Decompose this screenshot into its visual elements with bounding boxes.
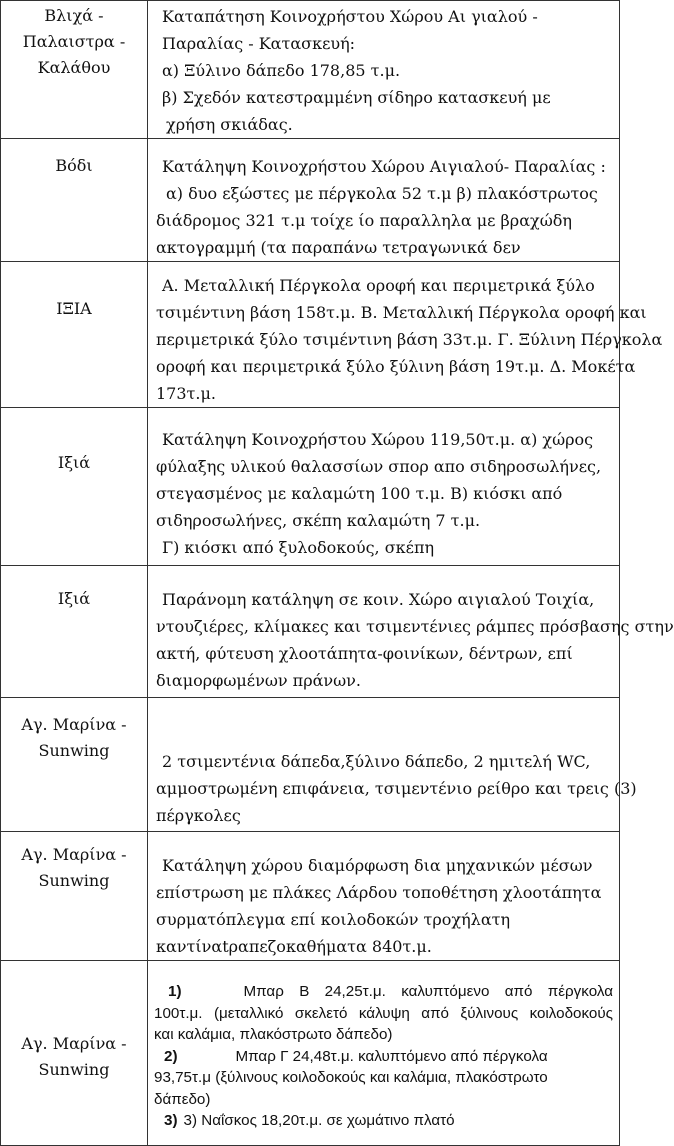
description-line: διαμορφωμένων πράνων.	[156, 671, 361, 690]
description-line: επίστρωση με πλάκες Λάρδου τοποθέτηση χλοοτάπητα	[156, 883, 602, 902]
table-row	[1, 262, 620, 408]
description-line: αμμοστρωμένη επιφάνεια, τσιμεντένιο ρείθρο και τρεις (3)	[156, 779, 637, 798]
description-line: συρματόπλεγμα επί κοιλοδοκών τροχήλατη	[156, 910, 511, 929]
location-line: Βόδι	[55, 156, 93, 175]
description-line: ακτογραμμή (τα παραπάνω τετραγωνικά δεν	[156, 238, 521, 257]
item-text: 3) Ναΐσκος 18,20τ.μ. σε χωμάτινο πλατό	[183, 1112, 455, 1129]
description-line: 100τ.μ. (μεταλλικό σκελετό κάλυψη από ξύλινους κοιλοδοκούς	[154, 1004, 613, 1022]
location-cell	[1, 262, 148, 408]
table-row	[1, 961, 620, 1146]
description-line: χρήση σκιάδας.	[166, 115, 293, 134]
table-row	[1, 139, 620, 262]
location-line: ΙΞΙΑ	[56, 299, 92, 318]
description-cell	[148, 1, 620, 139]
location-cell	[1, 566, 148, 698]
description-line: ακτή, φύτευση χλοοτάπητα-φοινίκων, δέντρων, επί	[156, 644, 573, 663]
description-line: διάδρομος 321 τ.μ τοίχε ίο παραλληλα με βραχώδη	[156, 211, 572, 230]
description-line: οροφή και περιμετρικά ξύλο ξύλινη βάση 19τ.μ. Δ. Μοκέτα	[156, 357, 636, 376]
description-line: περιμετρικά ξύλο τσιμέντινη βάση 33τ.μ. Γ. Ξύλινη Πέργκολα	[156, 330, 663, 349]
description-line: καντίναtραπεζοκαθήματα 840τ.μ.	[156, 937, 432, 956]
description-line: σιδηροσωλήνες, σκέπη καλαμώτη 7 τ.μ.	[156, 511, 481, 530]
description-line: τσιμέντινη βάση 158τ.μ. Β. Μεταλλική Πέργκολα οροφή και	[156, 303, 647, 322]
table-row	[1, 698, 620, 832]
description-line: α) Ξύλινο δάπεδο 178,85 τ.μ.	[162, 61, 401, 80]
location-line: Αγ. Μαρίνα -	[21, 1034, 127, 1053]
location-line: Ιξιά	[57, 453, 91, 472]
location-cell	[1, 408, 148, 566]
description-line: 173τ.μ.	[156, 384, 216, 403]
description-line: ντουζιέρες, κλίμακες και τσιμεντένιες ράμπες πρόσβασης στην	[156, 617, 674, 636]
list-item	[154, 1110, 613, 1132]
table-row	[1, 1, 620, 139]
description-cell	[148, 698, 637, 832]
description-line: β) Σχεδόν κατεστραμμένη σίδηρο κατασκευή με	[162, 88, 551, 107]
description-cell	[148, 408, 620, 566]
table-row	[1, 566, 620, 698]
list-item	[154, 1046, 613, 1068]
description-line: 93,75τ.μ (ξύλινους κοιλοδοκούς και καλάμια, πλακόστρωτο	[154, 1069, 548, 1086]
location-line: Βλιχά -	[44, 6, 104, 25]
location-line: Sunwing	[38, 871, 110, 890]
description-line: στεγασμένος με καλαμώτη 100 τ.μ. Β) κιόσκι από	[156, 484, 563, 503]
description-line: Γ) κιόσκι από ξυλοδοκούς, σκέπη	[162, 538, 435, 557]
location-line: Αγ. Μαρίνα -	[21, 845, 127, 864]
location-cell	[1, 961, 148, 1146]
description-cell	[148, 961, 620, 1146]
item-number: 1)	[168, 983, 182, 1000]
description-line: δάπεδο)	[154, 1090, 211, 1108]
table-row	[1, 832, 620, 961]
location-cell	[1, 832, 148, 961]
description-cell	[148, 832, 620, 961]
description-line: Παράνομη κατάληψη σε κοιν. Χώρο αιγιαλού Τοιχία,	[162, 590, 595, 609]
list-item	[154, 981, 613, 1003]
description-line: Παραλίας - Κατασκευή:	[162, 34, 356, 53]
description-cell	[148, 262, 663, 408]
location-cell	[1, 139, 148, 262]
description-line: Κατάληψη Κοινοχρήστου Χώρου 119,50τ.μ. α) χώρος	[162, 430, 594, 449]
location-line: Sunwing	[38, 741, 110, 760]
item-text: Μπαρ Γ 24,48τ.μ. καλυπτόμενο από πέργκολα	[235, 1047, 548, 1065]
description-line: πέργκολες	[156, 806, 241, 825]
location-cell	[1, 1, 148, 139]
item-number: 3)	[164, 1112, 178, 1129]
description-line: 2 τσιμεντένια δάπεδα,ξύλινο δάπεδο, 2 ημιτελή WC,	[162, 752, 591, 771]
location-line: Καλάθου	[37, 58, 111, 77]
table-row	[1, 408, 620, 566]
description-line: Κατάληψη χώρου διαμόρφωση δια μηχανικών μέσων	[162, 856, 593, 875]
description-line: φύλαξης υλικού θαλασσίων σπορ απο σιδηροσωλήνες,	[156, 457, 602, 476]
description-line: Κατάληψη Κοινοχρήστου Χώρου Αιγιαλού- Παραλίας :	[162, 157, 606, 176]
description-line: και καλάμια, πλακόστρωτο δάπεδο)	[154, 1026, 393, 1043]
location-line: Παλαιστρα -	[22, 32, 126, 51]
location-line: Sunwing	[38, 1060, 110, 1079]
description-cell	[148, 139, 620, 262]
item-text: Μπαρ Β 24,25τ.μ. καλυπτόμενο από πέργκολα	[243, 983, 613, 1000]
description-cell	[148, 566, 674, 698]
description-line: α) δυο εξώστες με πέργκολα 52 τ.μ β) πλακόστρωτος	[166, 184, 598, 203]
location-line: Αγ. Μαρίνα -	[21, 715, 127, 734]
description-line: Καταπάτηση Κοινοχρήστου Χώρου Αι γιαλού -	[162, 7, 538, 26]
location-cell	[1, 698, 148, 832]
description-line: Α. Μεταλλική Πέργκολα οροφή και περιμετρικά ξύλο	[162, 276, 595, 295]
item-number: 2)	[164, 1047, 178, 1065]
location-line: Ιξιά	[57, 589, 91, 608]
